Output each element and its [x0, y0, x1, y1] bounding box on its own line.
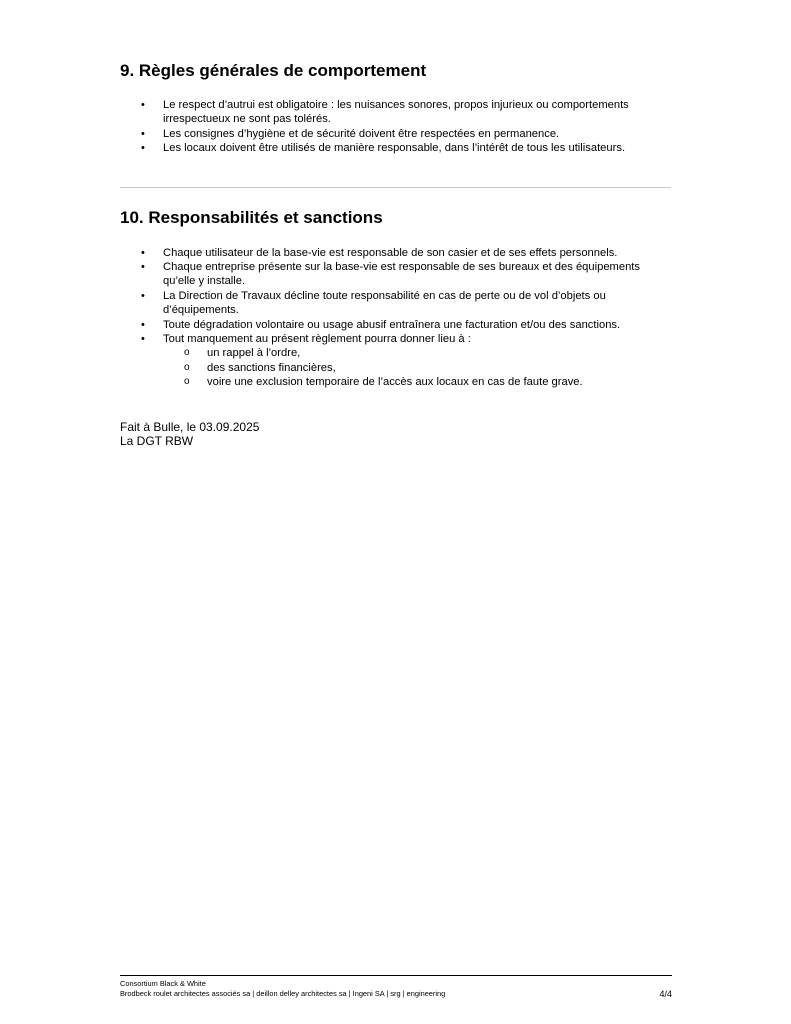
bullet-icon: • [141, 99, 145, 111]
list-item-text: Toute dégradation volontaire ou usage abusif entraînera une facturation et/ou des sanctions. [163, 318, 621, 331]
list-item-text: Le respect d’autrui est obligatoire : les nuisances sonores, propos injurieux ou comportements irrespectueux ne sont pas tolérés. [163, 99, 629, 126]
circle-bullet-icon: o [184, 361, 190, 373]
section-divider [120, 187, 671, 188]
bullet-icon: • [141, 318, 145, 331]
sub-list-item-text: un rappel à l’ordre, [207, 347, 301, 360]
bullet-icon: • [141, 246, 145, 259]
sanctions-sublist [163, 346, 671, 389]
sub-list-item [163, 375, 671, 389]
list-item-text: Tout manquement au présent règlement pourra donner lieu à : [163, 333, 471, 346]
list-item [120, 332, 671, 390]
place-date: Fait à Bulle, le 03.09.2025 [120, 419, 260, 434]
section-9-list [120, 98, 671, 156]
list-item [120, 260, 671, 289]
section-9-title: 9. Règles générales de comportement [120, 61, 427, 80]
list-item-text: Chaque entreprise présente sur la base-vie est responsable de ses bureaux et des équipements qu’elle y installe. [163, 261, 641, 288]
sub-list-item-text: des sanctions financières, [207, 361, 336, 374]
signature-block [120, 420, 671, 449]
circle-bullet-icon: o [184, 347, 190, 359]
bullet-icon: • [141, 261, 145, 274]
bullet-icon: • [141, 289, 145, 302]
bullet-icon: • [141, 127, 145, 140]
list-item-text: Les consignes d’hygiène et de sécurité doivent être respectées en permanence. [163, 127, 560, 140]
list-item [120, 246, 671, 260]
list-item [120, 318, 671, 332]
circle-bullet-icon: o [184, 376, 190, 388]
list-item-text: Les locaux doivent être utilisés de manière responsable, dans l’intérêt de tous les utilisateurs. [163, 142, 626, 155]
footer-partners: Brodbeck roulet architectes associés sa | deillon delley architectes sa | Ingeni SA | srg | engineering [120, 989, 446, 998]
page-footer [120, 975, 672, 999]
signatory: La DGT RBW [120, 434, 194, 449]
list-item [120, 98, 671, 127]
list-item [120, 141, 671, 155]
sub-list-item [163, 346, 671, 360]
section-10-title: 10. Responsabilités et sanctions [120, 207, 383, 227]
list-item-text: Chaque utilisateur de la base-vie est responsable de son casier et de ses effets personnels. [163, 246, 618, 259]
bullet-icon: • [141, 333, 145, 346]
footer-consortium: Consortium Black & White [120, 979, 206, 988]
page-content [120, 60, 671, 449]
list-item-text: La Direction de Travaux décline toute responsabilité en cas de perte ou de vol d’objets ou d’équipements. [163, 289, 606, 317]
section-10-list [120, 246, 671, 390]
page-number: 4/4 [659, 989, 672, 999]
list-item [120, 127, 671, 141]
sub-list-item [163, 361, 671, 375]
list-item [120, 289, 671, 318]
bullet-icon: • [141, 142, 145, 155]
sub-list-item-text: voire une exclusion temporaire de l’accès aux locaux en cas de faute grave. [207, 376, 583, 389]
